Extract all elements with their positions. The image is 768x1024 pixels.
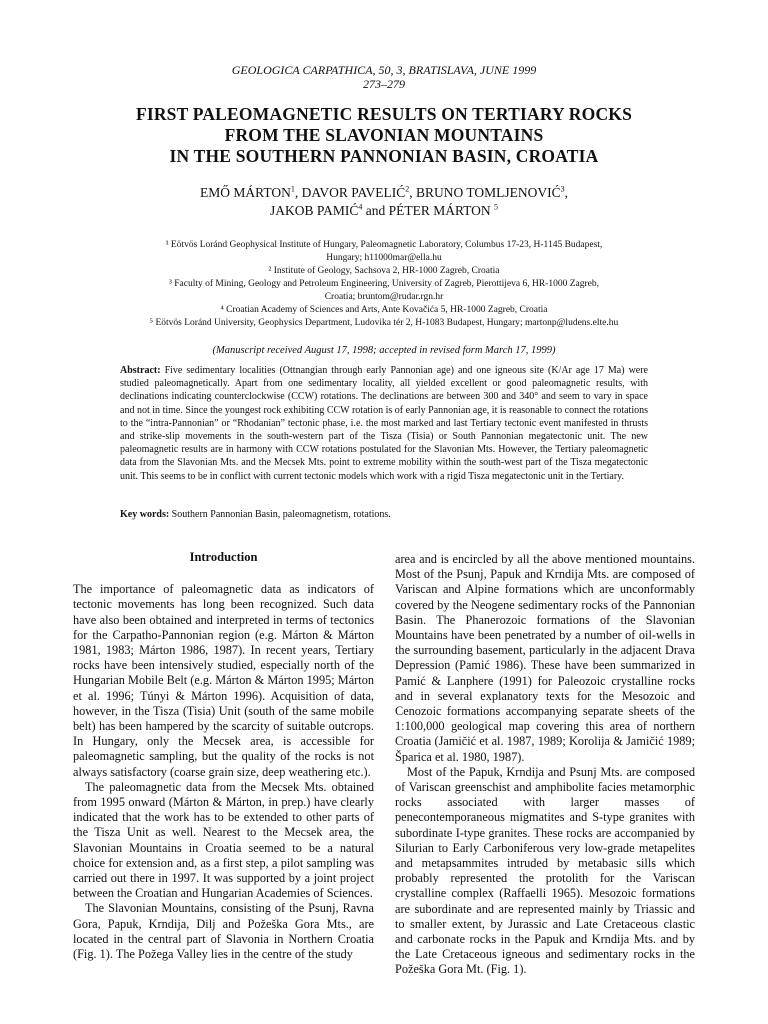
affil-ref: 3 xyxy=(560,184,565,194)
author-marton-e: EMŐ MÁRTON xyxy=(200,185,291,200)
affiliation-1-cont: Hungary; h11000mar@ella.hu xyxy=(326,253,442,263)
keywords-label: Key words: xyxy=(120,509,170,520)
keywords xyxy=(120,508,648,521)
abstract-text: Five sedimentary localities (Ottnangian through early Pannonian age) and one igneous site (K/Ar age 17 Ma) were studied paleomagnetically. Apart from one sedimentary locality, all yielded excellent or good paleomagnetic results, with declinations indicating counterclockwise (CCW) rotations. The declinations are between 300 and 340° and seem to vary in space and not in time. Since the youngest rock exhibiting CCW rotation is of early Pannonian age, it is reasonable to connect the rotations to the “intra-Pannonian” or “Rhodanian” tectonic phase, i.e. the most marked and last Tertiary tectonic event manifested in thrusts and strike-slip movements in the south-western part of the Tisza (Tisia) or South Pannonian megatectonic unit. The new paleomagnetic results are in harmony with CCW rotations postulated for the Slavonian Mts. However, the Tertiary paleomagnetic data from the Slavonian Mts. and the Mecsek Mts. point to extreme mobility within the south-west part of the Tisza megatectonic unit. This seems to be in conflict with current tectonic models which work with a rigid Tisza megatectonic unit in the Tertiary. xyxy=(120,365,648,482)
author-separator: , xyxy=(564,185,568,200)
affiliation-4: ⁴ Croatian Academy of Sciences and Arts, Ante Kovačića 5, HR-1000 Zagreb, Croatia xyxy=(220,305,548,315)
affiliation-5: ⁵ Eötvös Loránd University, Geophysics Department, Ludovika tér 2, H-1083 Budapest, Hungary; martonp@ludens.elte.hu xyxy=(149,318,619,328)
intro-paragraph-2: The paleomagnetic data from the Mecsek Mts. obtained from 1995 onward (Márton & Márton, in prep.) have clearly indicated that the work has to be extended to other parts of the Tisza Unit as well. Nearest to the Mecsek area, the Slavonian Mountains in Croatia seemed to be a natural choice for extension and, as a first step, a pilot sampling was carried out there in 1997. It was supported by a joint project between the Croatian and Hungarian Academies of Sciences. xyxy=(73,779,374,901)
page-range: 273–279 xyxy=(363,77,405,91)
affil-ref: 2 xyxy=(405,184,410,194)
title-line-3: IN THE SOUTHERN PANNONIAN BASIN, CROATIA xyxy=(169,146,599,166)
affiliation-2: ² Institute of Geology, Sachsova 2, HR-1000 Zagreb, Croatia xyxy=(268,266,500,276)
affiliation-1: ¹ Eötvös Loránd Geophysical Institute of Hungary, Paleomagnetic Laboratory, Columbus 17-23, H-1145 Budapest, xyxy=(165,240,603,250)
manuscript-dates: (Manuscript received August 17, 1998; accepted in revised form March 17, 1999) xyxy=(212,345,556,356)
journal-header xyxy=(0,63,768,91)
abstract xyxy=(120,364,648,483)
affil-ref: 1 xyxy=(290,184,295,194)
author-list xyxy=(0,184,768,220)
author-line-1 xyxy=(0,184,768,202)
journal-citation: GEOLOGICA CARPATHICA, 50, 3, BRATISLAVA, JUNE 1999 xyxy=(231,63,537,77)
intro-paragraph-4: Most of the Papuk, Krndija and Psunj Mts. are composed of Variscan greenschist and amphibolite facies metamorphic rocks associated with larger masses of penecontemporaneous migmatites and S-type granites with subordinate I-type granites. These rocks are accompanied by Silurian to Early Carboniferous very low-grade metapelites and metapsammites intruded by metabasic sills which probably represented the protolith for the Variscan crystalline complex (Raffaelli 1965). Mesozoic formations are subordinate and are represented mainly by Triassic and to smaller extent, by Jurassic and Late Cretaceous clastic and carbonate rocks in the Papuk and Krndija Mts. and by the Late Cretaceous igneous and sedimentary rocks in the Požeška Gora Mt. (Fig. 1). xyxy=(395,764,695,977)
paper-title xyxy=(60,104,708,167)
column-right xyxy=(395,552,695,978)
author-marton-p: and PÉTER MÁRTON xyxy=(362,203,495,218)
keywords-text: Southern Pannonian Basin, paleomagnetism, rotations. xyxy=(169,509,391,520)
author-line-2 xyxy=(0,202,768,220)
intro-paragraph-3-cont: area and is encircled by all the above mentioned mountains. Most of the Psunj, Papuk and Krndija Mts. are composed of Variscan and Alpine formations which are unconformably covered by the Neogene sedimentary rocks of the Pannonian Basin. The Phanerozoic formations of the Slavonian Mountains have been penetrated by a number of oil-wells in the surrounding basement, particularly in the adjacent Drava Depression (Pamić 1986). These have been summarized in Pamić & Lanphere (1991) for Paleozoic crystalline rocks and in several explanatory texts for the Mesozoic and Cenozoic formations accompanying separate sheets of the 1:100,000 geological map covering this area of northern Croatia (Jamičić et al. 1987, 1989; Korolija & Jamičić 1989; Šparica et al. 1980, 1987). xyxy=(395,552,695,764)
author-tomljenovic: , BRUNO TOMLJENOVIĆ xyxy=(409,185,561,200)
affil-ref: 5 xyxy=(494,202,499,212)
intro-paragraph-1: The importance of paleomagnetic data as indicators of tectonic movements has long been recognized. Such data have also been obtained and interpreted in terms of tectonics for the Carpatho-Pannonian region (e.g. Márton & Márton 1981, 1983; Márton 1986, 1987). In recent years, Tertiary rocks have been intensively studied, especially north of the Hungarian Mobile Belt (e.g. Márton & Márton 1995; Márton et al. 1996; Túnyi & Márton 1996). Acquisition of data, however, in the Tisza (Tisia) Unit (south of the same mobile belt) has been hampered by the scarcity of suitable outcrops. In Hungary, only the Mecsek area, is accessible for paleomagnetic sampling, but the quality of the rocks is not always satisfactory (coarse grain size, deep weathering etc.). xyxy=(73,582,374,779)
title-line-2: FROM THE SLAVONIAN MOUNTAINS xyxy=(224,125,544,145)
intro-paragraph-3: The Slavonian Mountains, consisting of the Psunj, Ravna Gora, Papuk, Krndija, Dilj and Požeška Gora Mts., are located in the central part of Slavonia in Northern Croatia (Fig. 1). The Požega Valley lies in the centre of the study xyxy=(73,901,374,962)
author-pavelic: , DAVOR PAVELIĆ xyxy=(294,185,406,200)
affiliation-3-cont: Croatia; bruntom@rudar.rgn.hr xyxy=(324,292,444,302)
section-heading-introduction: Introduction xyxy=(189,550,258,564)
column-left xyxy=(73,550,374,962)
affiliation-3: ³ Faculty of Mining, Geology and Petroleum Engineering, University of Zagreb, Pierottijeva 6, HR-1000 Zagreb, xyxy=(169,279,599,289)
author-pamic: JAKOB PAMIĆ xyxy=(269,203,359,218)
affil-ref: 4 xyxy=(358,202,363,212)
title-line-1: FIRST PALEOMAGNETIC RESULTS ON TERTIARY ROCKS xyxy=(135,104,633,124)
abstract-label: Abstract: xyxy=(120,365,161,376)
affiliations xyxy=(90,239,678,330)
